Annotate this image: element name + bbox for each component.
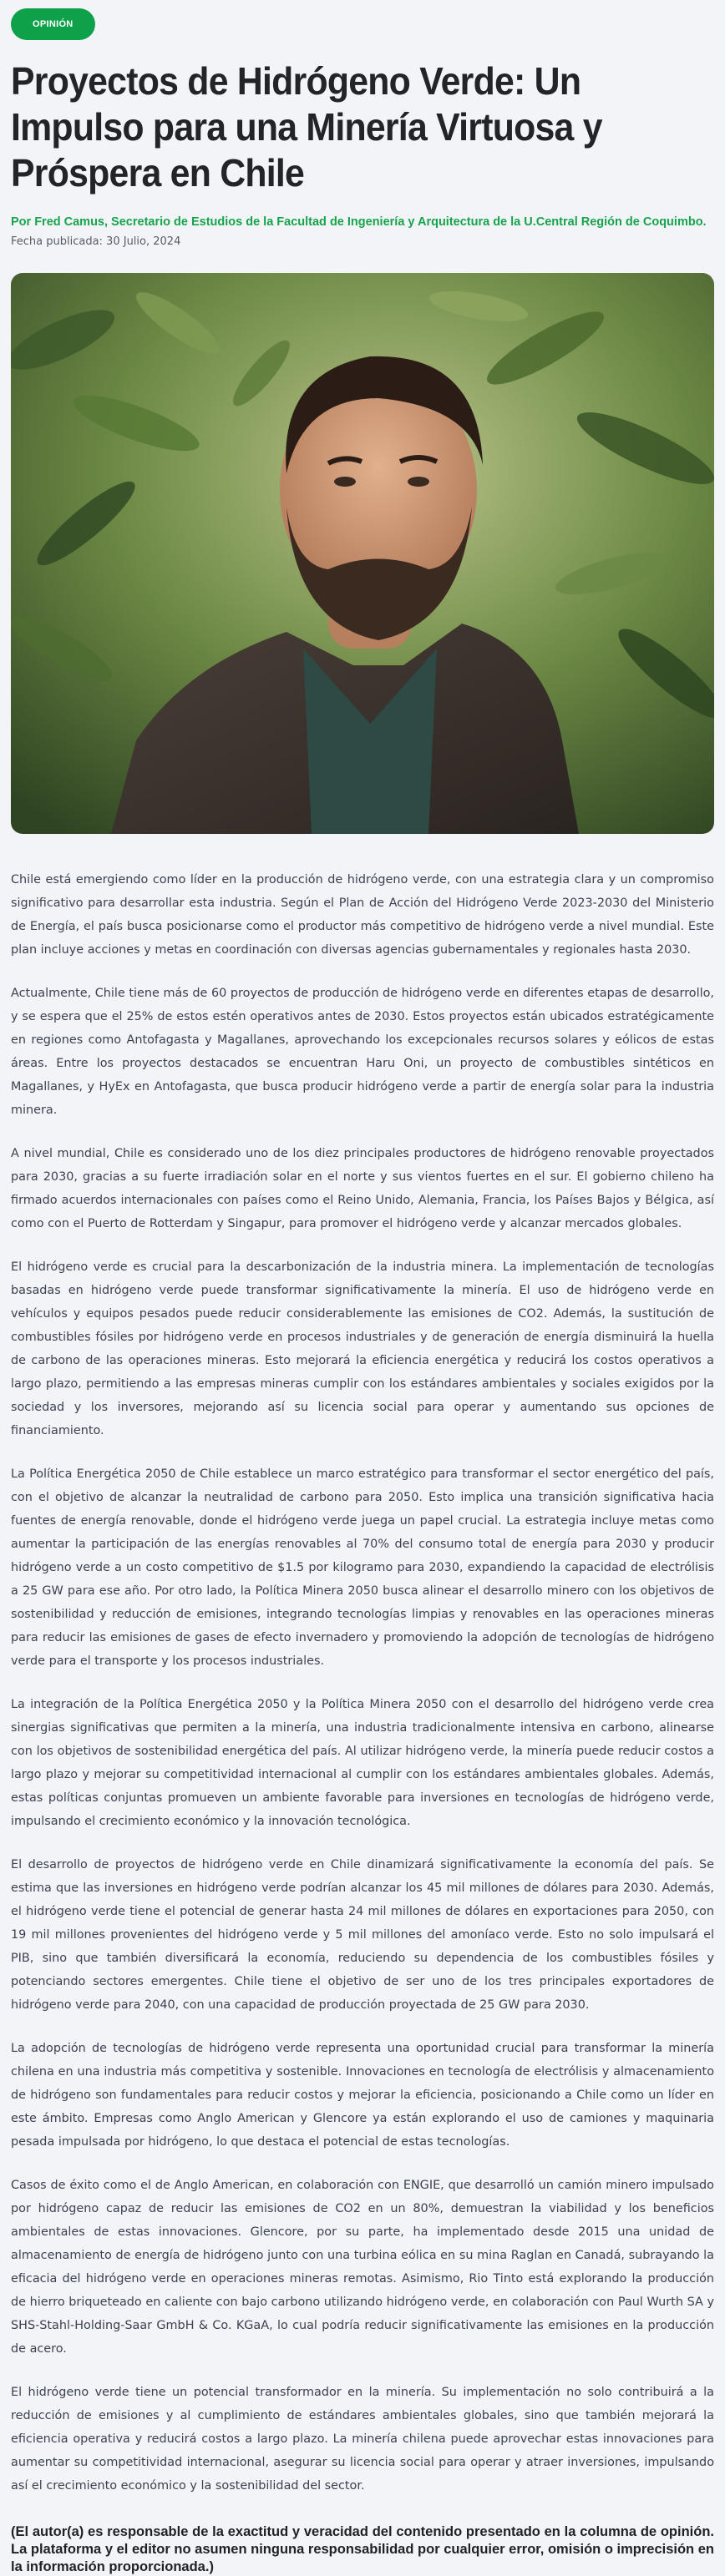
article-paragraph: Chile está emergiendo como líder en la producción de hidrógeno verde, con una estrategia clara y un compromiso significativo para desarrollar esta industria. Según el Plan de Acción del Hidrógeno Verde 2023-2030 del Ministerio de Energía, el país busca posicionarse como el productor más competitivo de hidrógeno verde a nivel mundial. Este plan incluye acciones y metas en coordinación con diversas agencias gubernamentales y regionales hasta 2030.	[11, 873, 714, 957]
article-paragraph: El hidrógeno verde es crucial para la descarbonización de la industria minera. La implementación de tecnologías basadas en hidrógeno verde puede transformar significativamente la minería. El uso de hidrógeno verde en vehículos y equipos pesados puede reducir considerablemente las emisiones de CO2. Además, la sustitución de combustibles fósiles por hidrógeno verde en procesos industriales y de generación de energía disminuirá la huella de carbono de las operaciones mineras. Esto mejorará la eficiencia energética y reducirá los costos operativos a largo plazo, permitiendo a las empresas mineras cumplir con los estándares ambientales y sociales exigidos por la sociedad y los inversores, mejorando así su licencia social para operar y aumentando sus opciones de financiamiento.	[11, 1260, 714, 1437]
article-body	[11, 868, 714, 2498]
author-portrait-photo	[11, 273, 714, 834]
author-disclaimer: (El autor(a) es responsable de la exactitud y veracidad del contenido presentado en la columna de opinión. La plataforma y el editor no asumen ninguna responsabilidad por cualquier error, omisión o imprecisión en la información proporcionada.)	[11, 2524, 714, 2574]
article-paragraph: Casos de éxito como el de Anglo American, en colaboración con ENGIE, que desarrolló un camión minero impulsado por hidrógeno capaz de reducir las emisiones de CO2 en un 80%, demuestran la viabilidad y los beneficios ambientales de estas innovaciones. Glencore, por su parte, ha implementado desde 2015 una unidad de almacenamiento de energía de hidrógeno junto con una turbina eólica en su mina Raglan en Canadá, subrayando la eficacia del hidrógeno verde en operaciones mineras remotas. Asimismo, Rio Tinto está explorando la producción de hierro briqueteado en caliente con bajo carbono utilizando hidrógeno verde, en colaboración con Paul Wurth SA y SHS-Stahl-Holding-Saar GmbH & Co. KGaA, lo cual podría reducir significativamente las emisiones en la producción de acero.	[11, 2179, 714, 2356]
article-paragraph: La integración de la Política Energética 2050 y la Política Minera 2050 con el desarrollo del hidrógeno verde crea sinergias significativas que permiten a la minería, una industria tradicionalmente intensiva en carbono, alinearse con los objetivos de sostenibilidad energética del país. Al utilizar hidrógeno verde, la minería puede reducir costos a largo plazo y mejorar su competitividad internacional al cumplir con los estándares ambientales globales. Además, estas políticas conjuntas promueven un ambiente favorable para inversiones en tecnologías de hidrógeno verde, impulsando el crecimiento económico y la innovación tecnológica.	[11, 1698, 714, 1828]
author-line: Por Fred Camus, Secretario de Estudios de la Facultad de Ingeniería y Arquitectura de la U.Central Región de Coquimbo.	[11, 215, 707, 229]
publish-date: Fecha publicada: 30 Julio, 2024	[11, 235, 181, 248]
article-paragraph: La Política Energética 2050 de Chile establece un marco estratégico para transformar el sector energético del país, con el objetivo de alcanzar la neutralidad de carbono para 2050. Esto implica una transición significativa hacia fuentes de energía renovable, donde el hidrógeno verde juega un papel crucial. La estrategia incluye metas como aumentar la participación de las energías renovables al 70% del consumo total de energía para 2030 y producir hidrógeno verde a un costo competitivo de $1.5 por kilogramo para 2030, expandiendo la capacidad de electrólisis a 25 GW para ese año. Por otro lado, la Política Minera 2050 busca alinear el desarrollo minero con los objetivos de sostenibilidad y reducción de emisiones, integrando tecnologías limpias y renovables en las operaciones mineras para reducir las emisiones de gases de efecto invernadero y promoviendo la adopción de tecnologías de hidrógeno verde para el transporte y los procesos industriales.	[11, 1467, 714, 1668]
article-paragraph: A nivel mundial, Chile es considerado uno de los diez principales productores de hidrógeno renovable proyectados para 2030, gracias a su fuerte irradiación solar en el norte y sus vientos fuertes en el sur. El gobierno chileno ha firmado acuerdos internacionales con países como el Reino Unido, Alemania, Francia, los Países Bajos y Bélgica, así como con el Puerto de Rotterdam y Singapur, para promover el hidrógeno verde y alcanzar mercados globales.	[11, 1147, 714, 1230]
article-title: Proyectos de Hidrógeno Verde: Un Impulso para una Minería Virtuosa y Próspera en Chile	[11, 59, 602, 194]
category-badge[interactable]: OPINIÓN	[11, 8, 95, 40]
article-paragraph: Actualmente, Chile tiene más de 60 proyectos de producción de hidrógeno verde en diferentes etapas de desarrollo, y se espera que el 25% de estos estén operativos antes de 2030. Estos proyectos están ubicados estratégicamente en regiones como Antofagasta y Magallanes, aprovechando los excepcionales recursos solares y eólicos de estas áreas. Entre los proyectos destacados se encuentran Haru Oni, un proyecto de combustibles sintéticos en Magallanes, y HyEx en Antofagasta, que busca producir hidrógeno verde a partir de energía solar para la industria minera.	[11, 987, 714, 1117]
article-paragraph: El hidrógeno verde tiene un potencial transformador en la minería. Su implementación no solo contribuirá a la reducción de emisiones y al cumplimiento de estándares ambientales globales, sino que también mejorará la eficiencia operativa y reducirá costos a largo plazo. La minería chilena puede aprovechar estas innovaciones para aumentar su competitividad internacional, asegurar su licencia social para operar y atraer inversiones, impulsando así el crecimiento económico y la sostenibilidad del sector.	[11, 2386, 714, 2493]
article-paragraph: El desarrollo de proyectos de hidrógeno verde en Chile dinamizará significativamente la economía del país. Se estima que las inversiones en hidrógeno verde podrían alcanzar los 45 mil millones de dólares para 2030. Además, el hidrógeno verde tiene el potencial de generar hasta 24 mil millones de dólares en exportaciones para 2050, con 19 mil millones provenientes del hidrógeno verde y 5 mil millones del amoníaco verde. Esto no solo impulsará el PIB, sino que también diversificará la economía, reduciendo su dependencia de los combustibles fósiles y potenciando sectores emergentes. Chile tiene el objetivo de ser uno de los tres principales exportadores de hidrógeno verde para 2040, con una capacidad de producción proyectada de 25 GW para 2030.	[11, 1858, 714, 2012]
article-paragraph: La adopción de tecnologías de hidrógeno verde representa una oportunidad crucial para transformar la minería chilena en una industria más competitiva y sostenible. Innovaciones en tecnología de electrólisis y almacenamiento de hidrógeno son fundamentales para reducir costos y mejorar la eficiencia, posicionando a Chile como un líder en este ámbito. Empresas como Anglo American y Glencore ya están explorando el uso de camiones y maquinaria pesada impulsada por hidrógeno, lo que destaca el potencial de estas tecnologías.	[11, 2042, 714, 2149]
